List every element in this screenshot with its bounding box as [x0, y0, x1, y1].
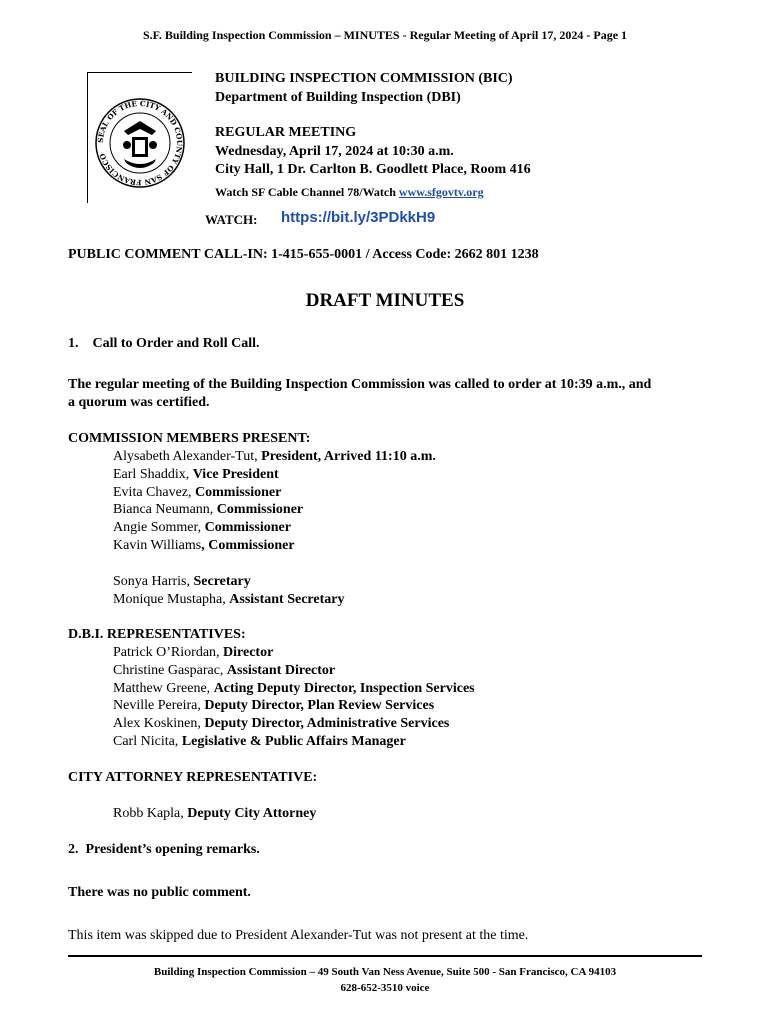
city-seal-image [94, 93, 186, 193]
dbi-heading: D.B.I. REPRESENTATIVES: [68, 627, 246, 642]
running-header: S.F. Building Inspection Commission – MINUTES - Regular Meeting of April 17, 2024 - Page 1 [142, 28, 628, 42]
city-attorney-heading: CITY ATTORNEY REPRESENTATIVE: [68, 770, 318, 785]
item-1-summary-line-2: a quorum was certified. [68, 395, 210, 410]
document-title: DRAFT MINUTES [305, 290, 465, 311]
commission-member: Evita Chavez, Commissioner [113, 485, 282, 500]
commission-staff: Monique Mustapha, Assistant Secretary [113, 592, 345, 607]
watch-label: WATCH: [205, 212, 258, 227]
watch-link[interactable]: https://bit.ly/3PDkkH9 [281, 209, 436, 226]
masthead-department: Department of Building Inspection (DBI) [215, 90, 461, 105]
masthead-commission: BUILDING INSPECTION COMMISSION (BIC) [215, 71, 513, 86]
meeting-type: REGULAR MEETING [215, 125, 357, 140]
public-comment-callin: PUBLIC COMMENT CALL-IN: 1-415-655-0001 / Access Code: 2662 801 1238 [68, 247, 539, 262]
commission-member: Earl Shaddix, Vice President [113, 467, 279, 482]
footer-divider [68, 955, 702, 957]
item-1-summary-line-1: The regular meeting of the Building Inspection Commission was called to order at 10:39 a.m., and [68, 377, 652, 392]
dbi-representative: Neville Pereira, Deputy Director, Plan Review Services [113, 698, 435, 713]
footer-phone: 628-652-3510 voice [340, 982, 430, 994]
city-attorney: Robb Kapla, Deputy City Attorney [113, 806, 317, 821]
commission-member: Bianca Neumann, Commissioner [113, 502, 304, 517]
meeting-location: City Hall, 1 Dr. Carlton B. Goodlett Place, Room 416 [215, 162, 531, 177]
commission-member: Angie Sommer, Commissioner [113, 520, 291, 535]
commission-heading: COMMISSION MEMBERS PRESENT: [68, 431, 311, 446]
commission-member: Alysabeth Alexander-Tut, President, Arrived 11:10 a.m. [113, 449, 436, 464]
commission-member: Kavin Williams, Commissioner [113, 538, 295, 553]
dbi-representative: Matthew Greene, Acting Deputy Director, Inspection Services [113, 681, 475, 696]
watch-cable-text: Watch SF Cable Channel 78/Watch [215, 185, 399, 199]
svg-text:SEAL OF THE CITY AND COUNTY OF: SEAL OF THE CITY AND COUNTY OF SAN FRANCISCO [95, 98, 185, 188]
watch-cable-line [215, 185, 484, 200]
footer-address: Building Inspection Commission – 49 South Van Ness Avenue, Suite 500 - San Francisco, CA 94103 [153, 966, 617, 978]
item-2-heading: 2. President’s opening remarks. [68, 842, 260, 857]
sfgovtv-link[interactable]: www.sfgovtv.org [398, 185, 484, 199]
dbi-representative: Alex Koskinen, Deputy Director, Administrative Services [113, 716, 450, 731]
dbi-representative: Patrick O’Riordan, Director [113, 645, 274, 660]
commission-staff: Sonya Harris, Secretary [113, 574, 251, 589]
meeting-date-time: Wednesday, April 17, 2024 at 10:30 a.m. [215, 144, 454, 159]
item-1-heading: 1. Call to Order and Roll Call. [68, 336, 260, 351]
item-2-public-comment: There was no public comment. [68, 885, 251, 900]
dbi-representative: Christine Gasparac, Assistant Director [113, 663, 336, 678]
item-2-note: This item was skipped due to President Alexander-Tut was not present at the time. [68, 928, 529, 943]
seal-frame [87, 72, 192, 203]
dbi-representative: Carl Nicita, Legislative & Public Affairs Manager [113, 734, 406, 749]
